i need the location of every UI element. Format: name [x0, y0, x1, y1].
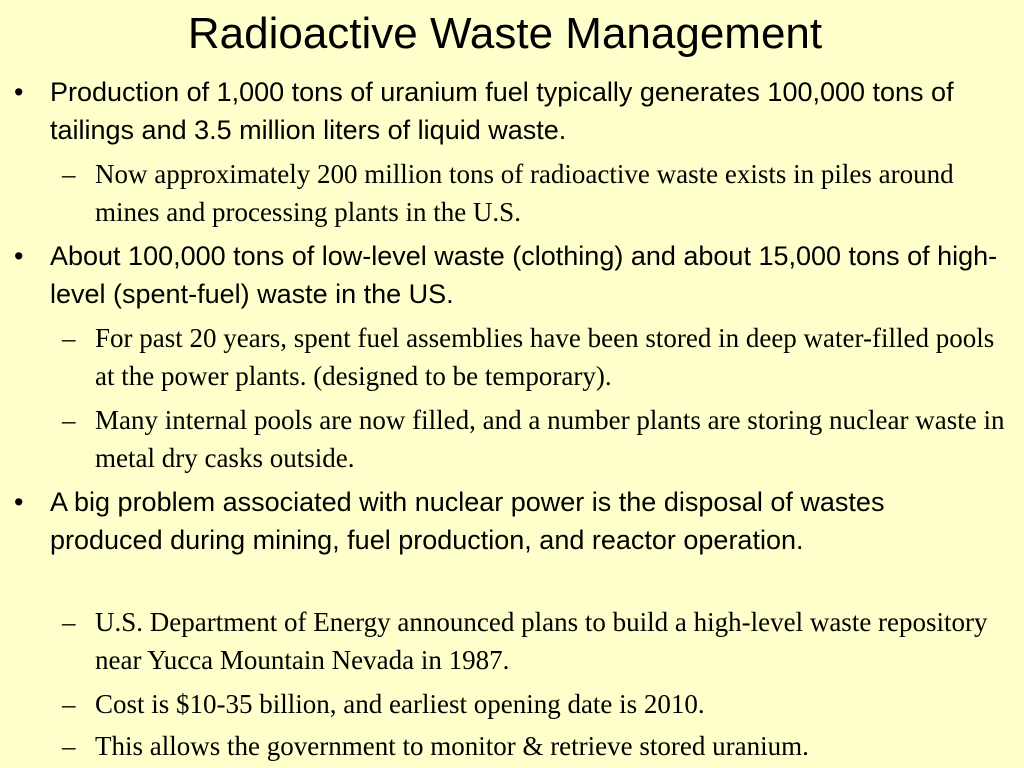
slide-title: Radioactive Waste Management: [187, 9, 823, 58]
sub-bullet-item: [62, 401, 1017, 477]
sub-bullet-item: [62, 727, 1017, 765]
bullet-text: A big problem associated with nuclear power is the disposal of wastes produced during mining, fuel production, and reactor operation.: [50, 487, 885, 555]
dash-icon: –: [62, 159, 76, 189]
sub-bullet-text: U.S. Department of Energy announced plans to build a high-level waste repository near Yucca Mountain Nevada in 1987.: [95, 607, 988, 675]
dash-icon: –: [62, 323, 76, 353]
dash-icon: –: [62, 731, 76, 761]
sub-bullet-text: Cost is $10-35 billion, and earliest opening date is 2010.: [95, 689, 705, 719]
sub-bullet-item: [62, 319, 1017, 395]
sub-bullet-item: [62, 603, 1017, 679]
dash-icon: –: [62, 607, 76, 637]
sub-bullet-text: Now approximately 200 million tons of radioactive waste exists in piles around mines and processing plants in the U.S.: [95, 159, 954, 227]
bullet-text: About 100,000 tons of low-level waste (clothing) and about 15,000 tons of high-level (spent-fuel) waste in the US.: [50, 241, 998, 309]
sub-bullet-item: [62, 685, 1017, 723]
dash-icon: –: [62, 405, 76, 435]
bullet-item: [14, 237, 1004, 313]
sub-bullet-item: [62, 155, 1017, 231]
sub-bullet-text: Many internal pools are now filled, and a number plants are storing nuclear waste in metal dry casks outside.: [95, 405, 1005, 473]
bullet-icon: •: [14, 241, 24, 271]
bullet-item: [14, 483, 1004, 559]
bullet-text: Production of 1,000 tons of uranium fuel typically generates 100,000 tons of tailings and 3.5 million liters of liquid waste.: [50, 77, 954, 145]
bullet-item: [14, 73, 1004, 149]
sub-bullet-text: This allows the government to monitor & retrieve stored uranium.: [95, 731, 809, 761]
sub-bullet-text: For past 20 years, spent fuel assemblies have been stored in deep water-filled pools at the power plants. (designed to be temporary).: [95, 323, 995, 391]
bullet-icon: •: [14, 487, 24, 517]
dash-icon: –: [62, 689, 76, 719]
bullet-icon: •: [14, 77, 24, 107]
